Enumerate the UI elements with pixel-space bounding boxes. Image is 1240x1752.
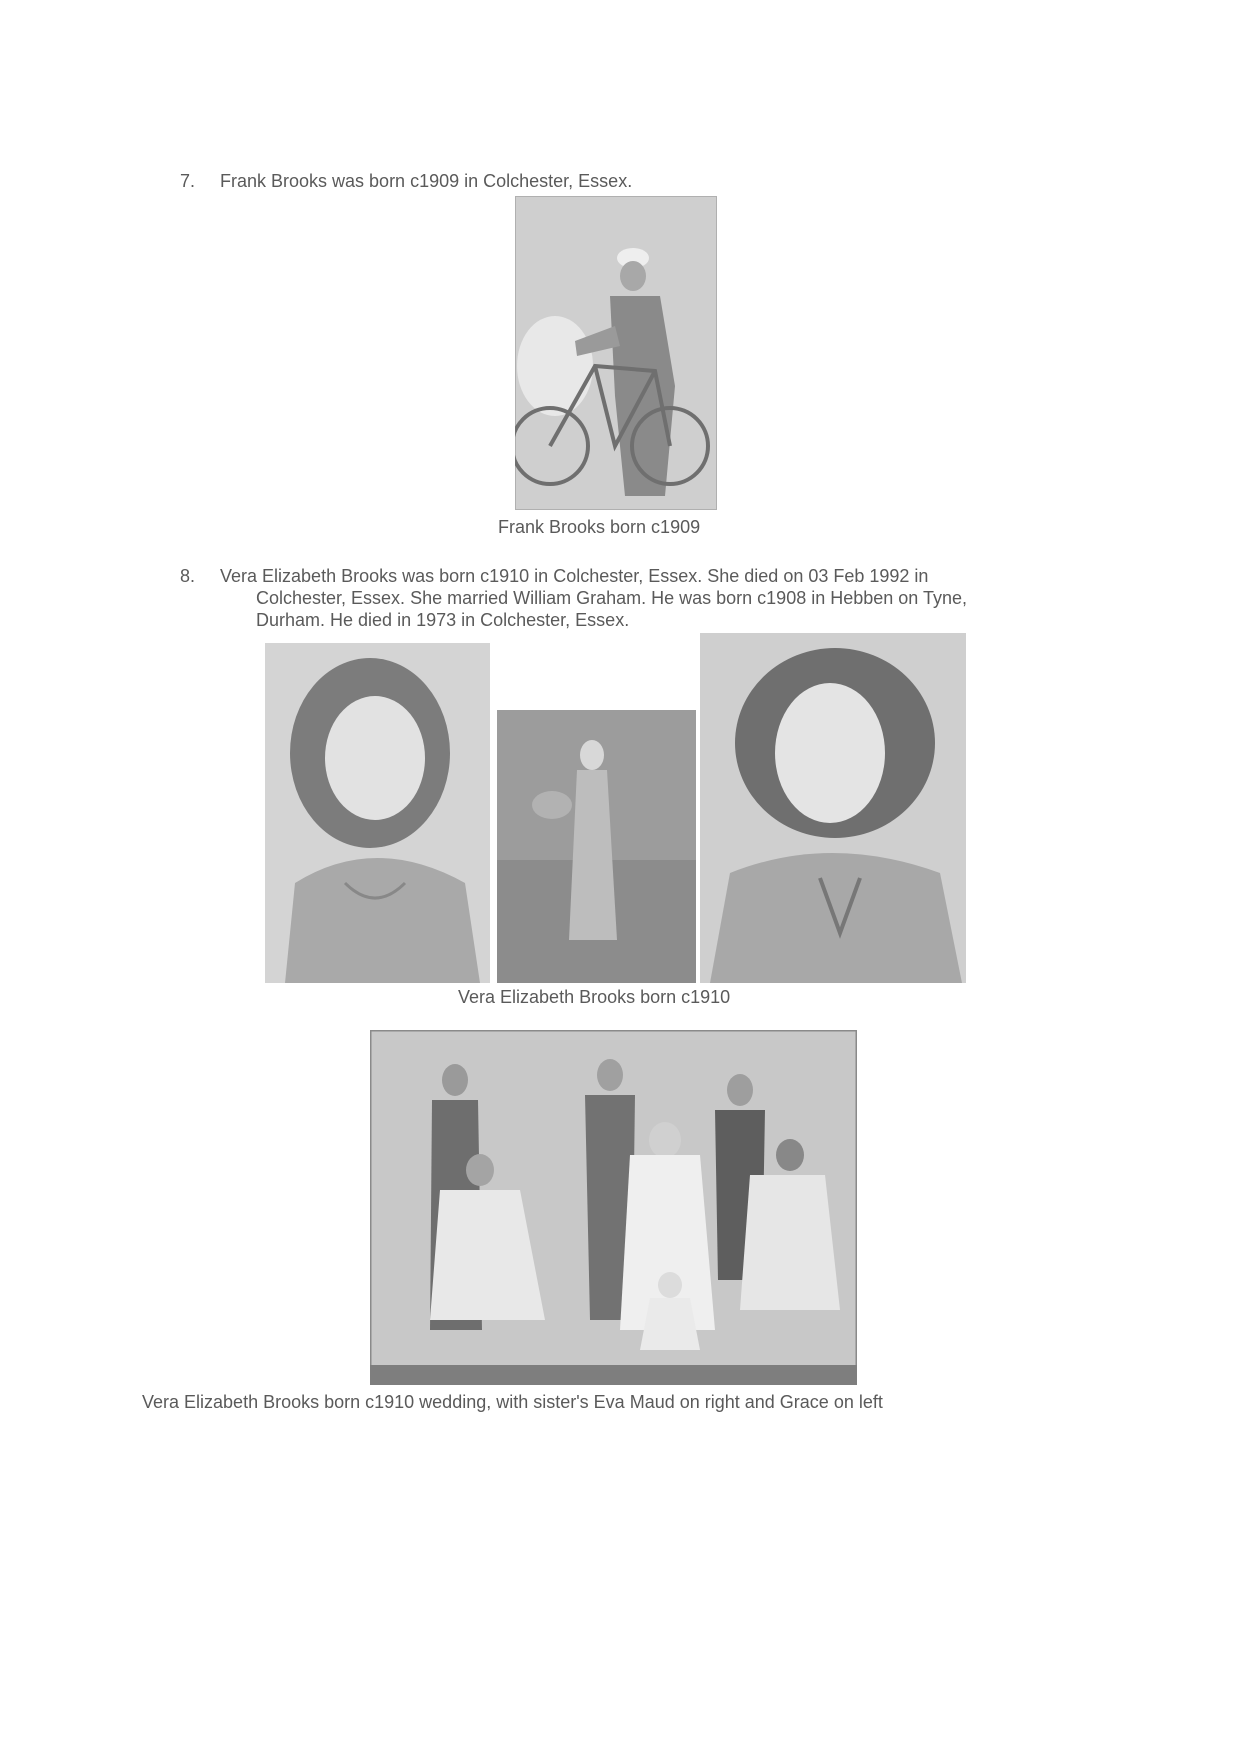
entry-8-line3: Durham. He died in 1973 in Colchester, Essex.	[256, 610, 630, 630]
entry-8-number: 8.	[180, 566, 196, 586]
entry-7-text	[180, 170, 632, 192]
frank-brooks-caption: Frank Brooks born c1909	[498, 517, 701, 537]
entry-8-line1	[180, 565, 928, 587]
vera-caption: Vera Elizabeth Brooks born c1910	[458, 987, 731, 1007]
vera-portrait-left-photo	[265, 643, 490, 983]
frank-brooks-photo	[515, 196, 717, 510]
vera-full-length-photo	[497, 710, 696, 983]
entry-7-number: 7.	[180, 171, 196, 191]
entry-8-line1-text: Vera Elizabeth Brooks was born c1910 in Colchester, Essex. She died on 03 Feb 1992 in	[220, 566, 929, 586]
entry-8-line2: Colchester, Essex. She married William Graham. He was born c1908 in Hebben on Tyne,	[256, 588, 967, 608]
wedding-caption: Vera Elizabeth Brooks born c1910 wedding, with sister's Eva Maud on right and Grace on left	[142, 1392, 883, 1412]
wedding-group-photo	[370, 1030, 857, 1385]
entry-7-body: Frank Brooks was born c1909 in Colchester, Essex.	[220, 171, 633, 191]
vera-portrait-right-photo	[700, 633, 966, 983]
